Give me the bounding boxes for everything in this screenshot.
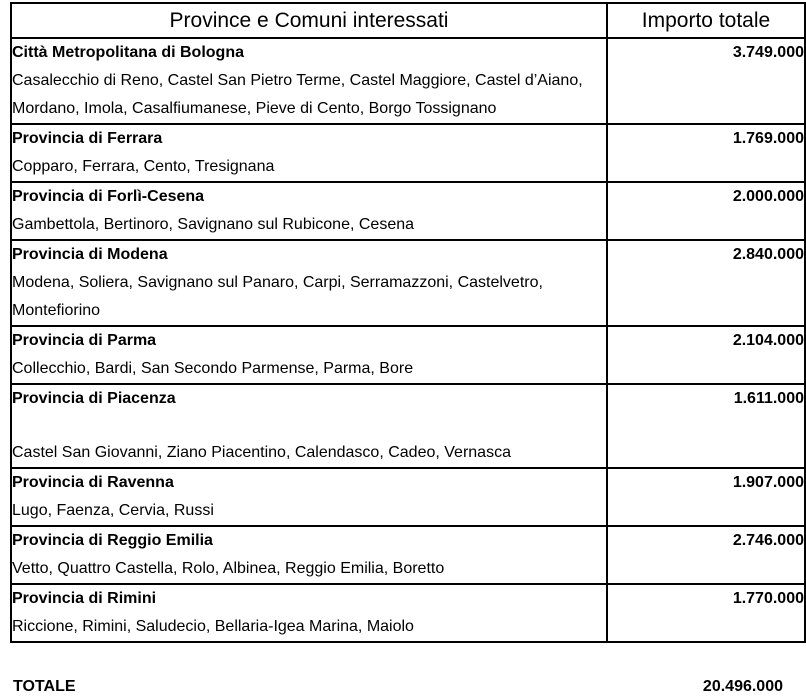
table-header-row <box>11 3 805 38</box>
blank-line <box>12 413 606 439</box>
municipalities-list: Gambettola, Bertinoro, Savignano sul Rubicone, Cesena <box>12 216 415 233</box>
municipalities-list: Copparo, Ferrara, Cento, Tresignana <box>12 158 275 175</box>
province-cell <box>11 124 607 182</box>
province-cell <box>11 468 607 526</box>
province-name: Provincia di Forlì-Cesena <box>12 188 205 205</box>
province-cell <box>11 240 607 326</box>
table-row <box>11 38 805 124</box>
table-row <box>11 468 805 526</box>
province-name: Provincia di Piacenza <box>12 390 176 407</box>
municipalities-list: Riccione, Rimini, Saludecio, Bellaria-Igea Marina, Maiolo <box>12 618 414 635</box>
province-name: Provincia di Ravenna <box>12 474 174 491</box>
municipalities-list: Lugo, Faenza, Cervia, Russi <box>12 502 214 519</box>
municipalities-list: Castel San Giovanni, Ziano Piacentino, Calendasco, Cadeo, Vernasca <box>12 444 511 461</box>
province-name: Provincia di Parma <box>12 332 157 349</box>
municipalities-list: Collecchio, Bardi, San Secondo Parmense, Parma, Bore <box>12 360 414 377</box>
column-header-amount: Importo totale <box>607 3 805 38</box>
province-cell <box>11 182 607 240</box>
table-row <box>11 326 805 384</box>
amount-cell: 2.840.000 <box>607 240 805 326</box>
amount-cell: 2.104.000 <box>607 326 805 384</box>
table-row <box>11 240 805 326</box>
table-row <box>11 124 805 182</box>
amount-cell: 1.907.000 <box>607 468 805 526</box>
column-header-provinces: Province e Comuni interessati <box>11 3 607 38</box>
province-name: Provincia di Rimini <box>12 590 157 607</box>
table-row <box>11 584 805 642</box>
amount-cell: 3.749.000 <box>607 38 805 124</box>
province-cell <box>11 584 607 642</box>
amount-cell: 1.770.000 <box>607 584 805 642</box>
table-row <box>11 384 805 468</box>
province-name: Provincia di Reggio Emilia <box>12 532 213 549</box>
total-label: TOTALE <box>13 678 76 695</box>
amount-cell: 2.000.000 <box>607 182 805 240</box>
amount-cell: 1.611.000 <box>607 384 805 468</box>
municipalities-list: Modena, Soliera, Savignano sul Panaro, Carpi, Serramazzoni, Castelvetro, Montefiorino <box>12 274 543 319</box>
province-cell <box>11 384 607 468</box>
province-cell <box>11 326 607 384</box>
province-cell <box>11 38 607 124</box>
table-row <box>11 526 805 584</box>
province-name: Provincia di Modena <box>12 246 168 263</box>
funding-table <box>10 2 806 643</box>
amount-cell: 2.746.000 <box>607 526 805 584</box>
province-name: Città Metropolitana di Bologna <box>12 44 244 61</box>
municipalities-list: Casalecchio di Reno, Castel San Pietro Terme, Castel Maggiore, Castel d’Aiano, Mordano, Imola, Casalfiumanese, Pieve di Cento, Borgo Tossignano <box>12 72 583 117</box>
total-amount: 20.496.000 <box>702 678 783 695</box>
province-name: Provincia di Ferrara <box>12 130 163 147</box>
table-row <box>11 182 805 240</box>
amount-cell: 1.769.000 <box>607 124 805 182</box>
province-cell <box>11 526 607 584</box>
municipalities-list: Vetto, Quattro Castella, Rolo, Albinea, Reggio Emilia, Boretto <box>12 560 445 577</box>
